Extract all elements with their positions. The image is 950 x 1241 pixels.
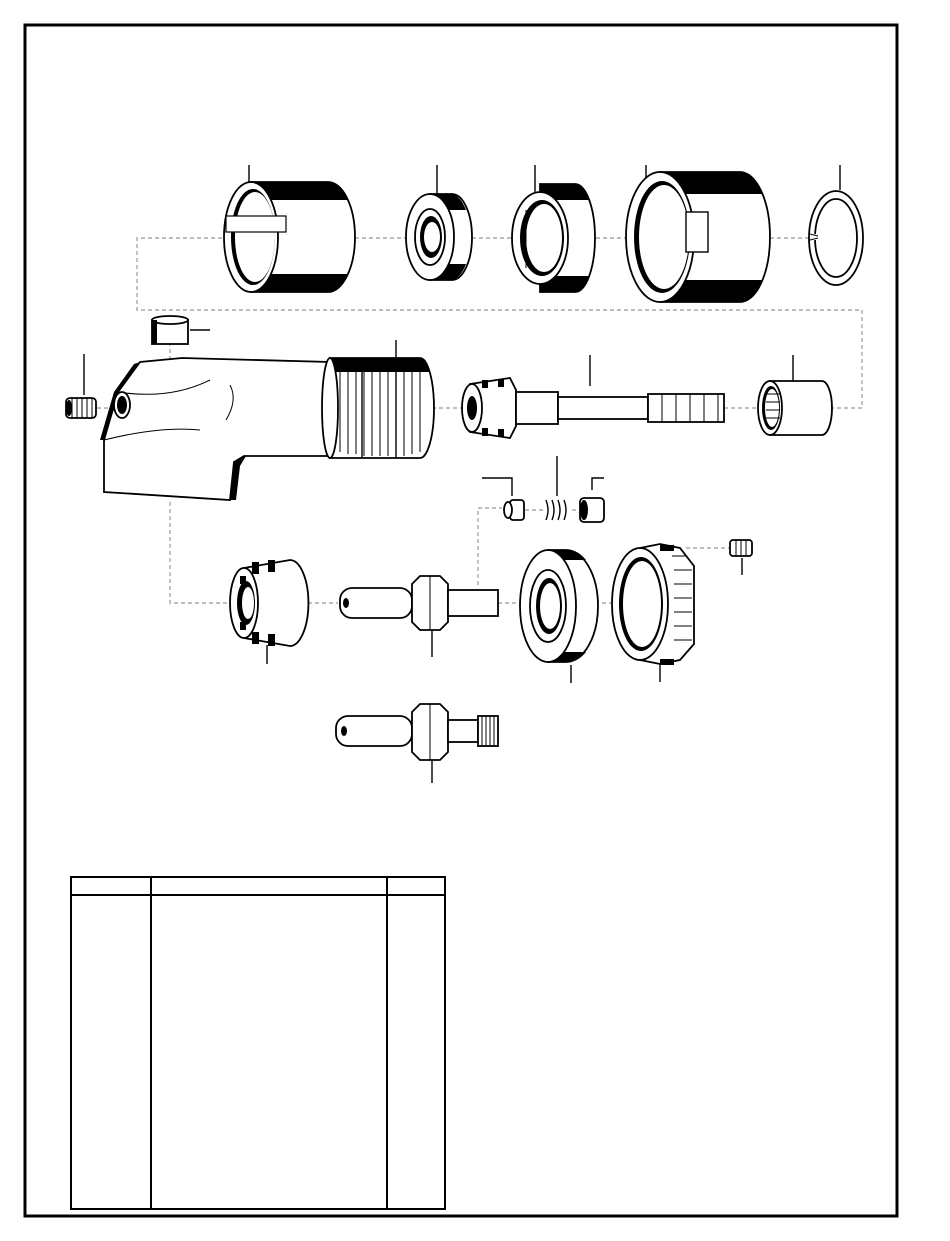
detent-bushing bbox=[580, 498, 604, 522]
small-set-screw bbox=[730, 540, 752, 556]
needle-bearing bbox=[758, 381, 832, 435]
housing-cup bbox=[626, 172, 770, 302]
flanged-bushing bbox=[512, 184, 595, 292]
bevel-gear bbox=[230, 560, 308, 646]
parts-table-header bbox=[72, 878, 444, 896]
bearing-ring bbox=[406, 194, 472, 280]
detent-spring bbox=[546, 500, 566, 520]
parts-list-table bbox=[70, 876, 446, 1210]
lock-ring bbox=[520, 550, 598, 662]
table-column-divider bbox=[386, 878, 388, 1208]
set-screw bbox=[66, 398, 96, 418]
spindle-with-hex bbox=[340, 576, 498, 630]
retaining-nut bbox=[612, 544, 694, 665]
split-sleeve bbox=[224, 182, 355, 292]
detent-pin bbox=[504, 500, 524, 520]
angle-head-housing bbox=[100, 358, 434, 500]
pinion-shaft bbox=[462, 378, 724, 438]
snap-ring bbox=[809, 191, 863, 285]
table-column-divider bbox=[150, 878, 152, 1208]
threaded-spindle bbox=[336, 704, 498, 760]
hex-plug bbox=[152, 316, 188, 344]
